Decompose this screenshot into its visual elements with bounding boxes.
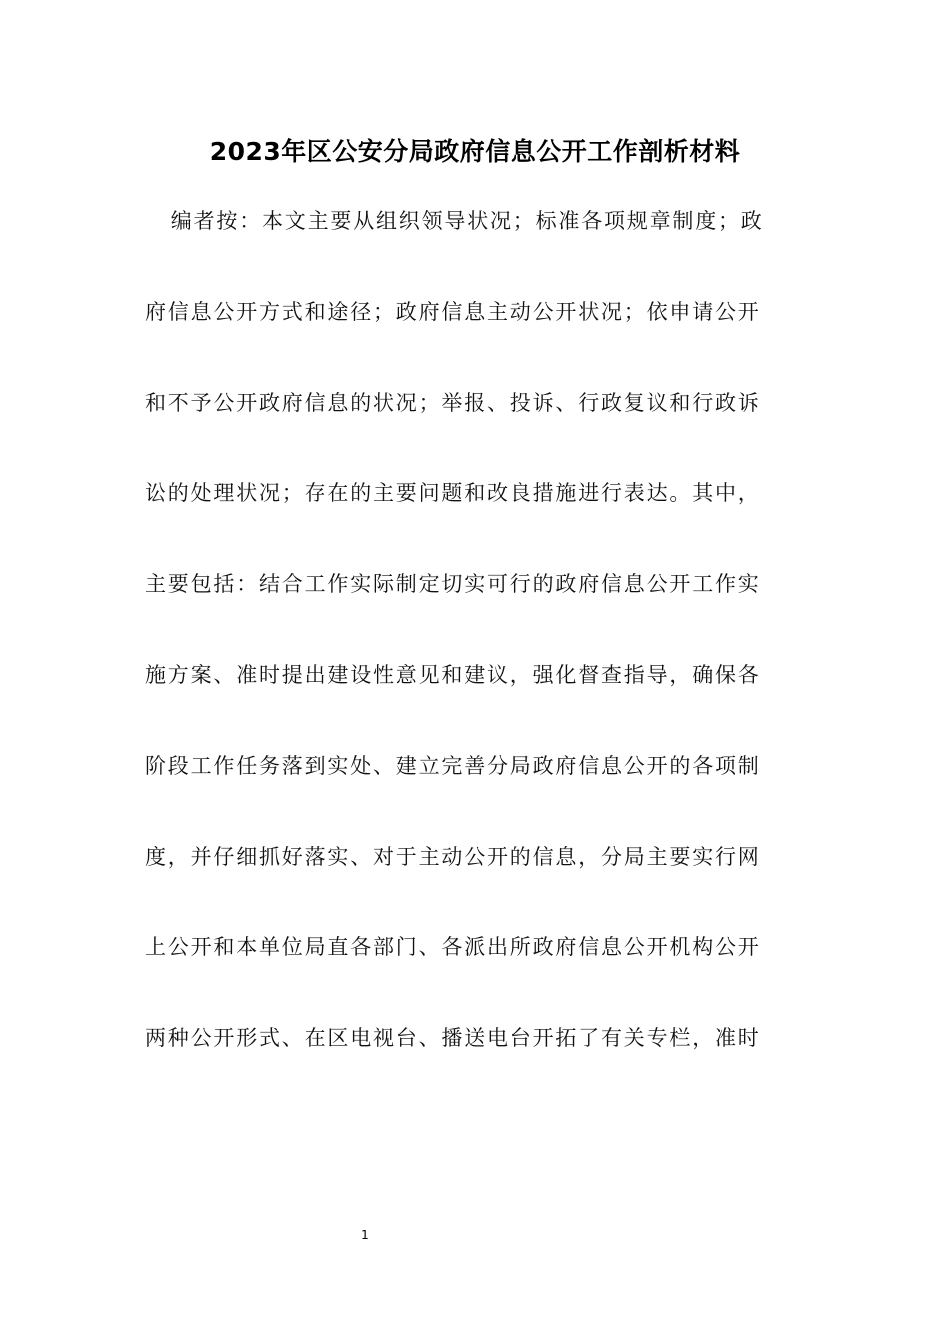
paragraph-line: 编者按：本文主要从组织领导状况；标准各项规章制度；政	[148, 209, 764, 233]
body-paragraph	[145, 176, 805, 1084]
paragraph-line: 和不予公开政府信息的状况；举报、投诉、行政复议和行政诉	[145, 390, 761, 415]
paragraph-line: 施方案、准时提出建设性意见和建议，强化督查指导，确保各	[145, 662, 761, 687]
paragraph-line: 上公开和本单位局直各部门、各派出所政府信息公开机构公开	[145, 935, 761, 960]
paragraph-line: 度，并仔细抓好落实、对于主动公开的信息，分局主要实行网	[145, 844, 761, 869]
document-title: 2023年区公安分局政府信息公开工作剖析材料	[209, 137, 741, 166]
paragraph-line: 主要包括：结合工作实际制定切实可行的政府信息公开工作实	[145, 572, 761, 597]
paragraph-line: 讼的处理状况；存在的主要问题和改良措施进行表达。其中，	[145, 481, 761, 506]
paragraph-line: 阶段工作任务落到实处、建立完善分局政府信息公开的各项制	[145, 753, 761, 778]
paragraph-line: 府信息公开方式和途径；政府信息主动公开状况；依申请公开	[145, 299, 761, 324]
paragraph-line: 两种公开形式、在区电视台、播送电台开拓了有关专栏，准时	[145, 1026, 761, 1051]
page-number: 1	[361, 1228, 369, 1242]
